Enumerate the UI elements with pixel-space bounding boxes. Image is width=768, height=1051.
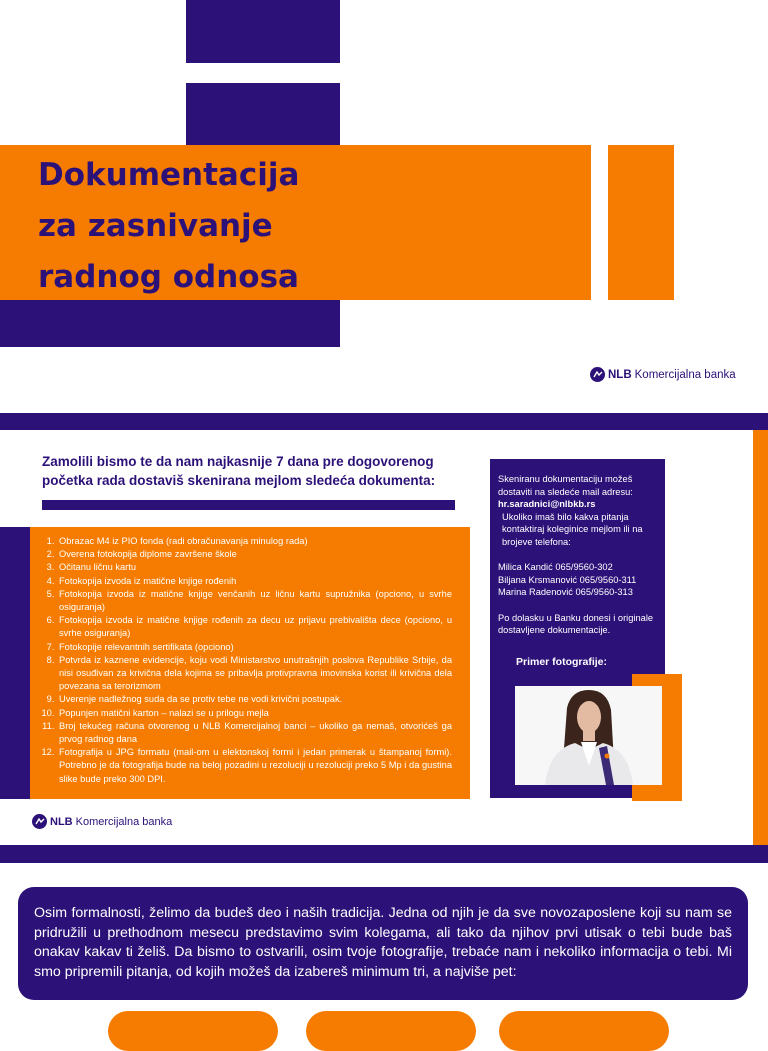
title-line-3: radnog odnosa [38,259,299,295]
intro-underline [42,500,455,510]
title-line-1: Dokumentacija [38,157,300,193]
page-title [38,150,299,303]
section-top-bar [0,413,768,430]
document-item: 4. Fotokopija izvoda iz matične knjige rođenih [57,575,452,588]
contact-questions: Ukoliko imaš bilo kakva pitanja kontaktiraj koleginice mejlom ili na brojeve telefona: [502,511,643,547]
decor-orange-side-strip [753,430,768,845]
title-line-2: za zasnivanje [38,208,273,244]
contact-phone: Marina Radenović 065/9560-313 [498,587,633,598]
question-option-pill [499,1011,669,1051]
document-item: 9. Uverenje nadležnog suda da se protiv tebe ne vodi krivični postupak. [57,693,452,706]
section-bottom-bar [0,845,768,863]
contact-instruction: Skeniranu dokumentaciju možeš dostaviti na sledeće mail adresu: [498,474,633,497]
logo-bold-text: NLB [608,368,632,381]
contact-phone: Milica Kandić 065/9560-302 [498,562,613,573]
contact-phone: Biljana Krsmanović 065/9560-311 [498,574,637,585]
tradition-text-box [18,887,748,1000]
nlb-logo-icon [590,367,605,382]
decor-navy-block-middle [186,83,340,145]
document-item: 5. Fotokopija izvoda iz matične knjige venčanih uz ličnu kartu supružnika (opciono, u svrhe osiguranja) [57,588,452,614]
bank-logo-cover [590,367,736,382]
documents-list-panel [30,527,470,799]
document-item: 3. Očitanu ličnu kartu [57,561,452,574]
question-option-pill [108,1011,278,1051]
logo-text: Komercijalna banka [634,368,736,381]
contact-originals-note: Po dolasku u Banku donesi i originale dostavljene dokumentacije. [498,612,654,636]
logo-text: Komercijalna banka [75,815,173,828]
document-item: 8. Potvrda iz kaznene evidencije, koju vodi Ministarstvo unutrašnjih poslova Republike Srbije, da nisi osuđivan za krivična dela kojima se pribavlja protivpravna imovinska korist ili krivična dela povezana sa terorizmom [57,654,452,694]
decor-orange-block-right [608,145,674,300]
document-item: 7. Fotokopije relevantnih sertifikata (opciono) [57,641,452,654]
document-item: 2. Overena fotokopija diplome završene škole [57,548,452,561]
decor-navy-block-top [186,0,340,63]
documents-intro: Zamolili bismo te da nam najkasnije 7 dana pre dogovorenog početka rada dostaviš skenirana mejlom sledeća dokumenta: [42,454,436,488]
bank-logo-documents [32,814,172,829]
document-item: 10. Popunjen matični karton – nalazi se u prilogu mejla [57,707,452,720]
nlb-logo-icon [32,814,47,829]
contact-email[interactable]: hr.saradnici@nlbkb.rs [498,499,596,510]
document-item: 11. Broj tekućeg računa otvorenog u NLB Komercijalnoj banci – ukoliko ga nemaš, otvorićeš ga prvog radnog dana [57,720,452,746]
documents-list [30,527,470,786]
logo-bold-text: NLB [50,815,73,828]
decor-navy-block-bottom [0,300,340,347]
doclist-navy-edge [0,527,30,799]
document-item: 1. Obrazac M4 iz PIO fonda (radi obračunavanja minulog rada) [57,535,452,548]
tradition-text: Osim formalnosti, želimo da budeš deo i naših tradicija. Jedna od njih je da sve novozaposlene koji su nam se pridružili u prethodnom mesecu predstavimo svim kolegama, ali tako da njihov prvi utisak o tebi bude baš onakav kakav ti želiš. Da bismo to ostvarili, osim tvoje fotografije, trebaće nam i nekoliko informacija o tebi. Mi smo pripremili pitanja, od kojih možeš da izabereš minimum tri, a najviše pet: [34,905,732,980]
document-item: 6. Fotokopija izvoda iz matične knjige rođenih za decu uz prijavu prebivališta dece (opciono, u svrhe osiguranja) [57,614,452,640]
portrait-illustration [515,686,662,785]
photo-example-label: Primer fotografije: [516,655,608,668]
document-item: 12. Fotografija u JPG formatu (mail-om u elektonskoj formi i jedan primerak u štampanoj formi). Potrebno je da fotografija bude na beloj pozadini u rezoluciji u rezoluciji preko 5 Mp i da gustina slike bude preko 300 DPI. [57,746,452,786]
question-option-pill [306,1011,476,1051]
example-portrait-photo [515,686,662,785]
